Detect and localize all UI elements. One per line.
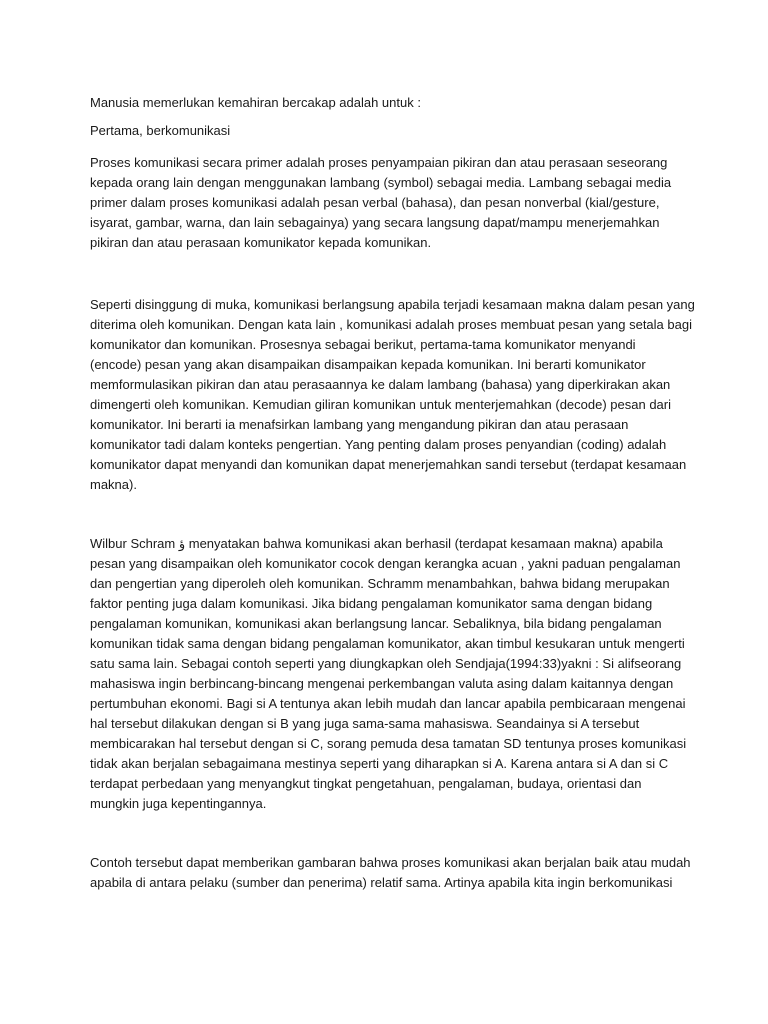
paragraph-2-line-5: memformulasikan pikiran dan atau perasaannya ke dalam lambang (bahasa) yang diperkirakan akan [90,377,671,392]
paragraph-2-line-7: komunikator. Ini berarti ia menafsirkan lambang yang mengandung pikiran dan atau perasaan [90,417,629,432]
paragraph-3-line-4: faktor penting juga dalam komunikasi. Jika bidang pengalaman komunikator sama dengan bidang [90,596,653,611]
paragraph-3-line-14: mungkin juga kepentingannya. [90,796,267,811]
document-heading: Manusia memerlukan kemahiran bercakap adalah untuk : [90,95,421,110]
paragraph-3-line-3: dan pengertian yang diperoleh oleh komunikan. Schramm menambahkan, bahwa bidang merupakan [90,576,670,591]
paragraph-3-line-2: pesan yang disampaikan oleh komunikator cocok dengan kerangka acuan , yakni paduan pengalaman [90,556,681,571]
paragraph-3-line-1: Wilbur Schram ؤ menyatakan bahwa komunikasi akan berhasil (terdapat kesamaan makna) apabila [90,536,663,551]
paragraph-2-line-4: (encode) pesan yang akan disampaikan disampaikan kepada komunikan. Ini berarti komunikator [90,357,646,372]
document-subheading: Pertama, berkomunikasi [90,123,231,138]
paragraph-1-line-1: Proses komunikasi secara primer adalah proses penyampaian pikiran dan atau perasaan seseorang [90,155,668,170]
paragraph-2-line-10: makna). [90,477,137,492]
paragraph-2-line-6: dimengerti oleh komunikan. Kemudian giliran komunikan untuk menterjemahkan (decode) pesan dari [90,397,671,412]
paragraph-1-line-5: pikiran dan atau perasaan komunikator kepada komunikan. [90,235,432,250]
paragraph-2-line-8: komunikator tadi dalam konteks pengertian. Yang penting dalam proses penyandian (coding) adalah [90,437,667,452]
paragraph-2-line-3: komunikator dan komunikan. Prosesnya sebagai berikut, pertama-tama komunikator menyandi [90,337,636,352]
paragraph-3-line-7: satu sama lain. Sebagai contoh seperti yang diungkapkan oleh Sendjaja(1994:33)yakni : Si alifseorang [90,656,682,671]
paragraph-4-line-2: apabila di antara pelaku (sumber dan penerima) relatif sama. Artinya apabila kita ingin berkomunikasi [90,875,673,890]
paragraph-2-line-1: Seperti disinggung di muka, komunikasi berlangsung apabila terjadi kesamaan makna dalam pesan yang [90,297,695,312]
paragraph-1-line-4: isyarat, gambar, warna, dan lain sebagainya) yang secara langsung dapat/mampu menerjemahkan [90,215,660,230]
paragraph-2-line-2: diterima oleh komunikan. Dengan kata lain , komunikasi adalah proses membuat pesan yang setala bagi [90,317,692,332]
paragraph-1-line-2: kepada orang lain dengan menggunakan lambang (symbol) sebagai media. Lambang sebagai media [90,175,672,190]
paragraph-3-line-10: hal tersebut dilakukan dengan si B yang juga sama-sama mahasiswa. Seandainya si A tersebut [90,716,640,731]
paragraph-3-line-8: mahasiswa ingin berbincang-bincang mengenai perkembangan valuta asing dalam kaitannya dengan [90,676,674,691]
paragraph-3-line-5: pengalaman komunikan, komunikasi akan berlangsung lancar. Sebaliknya, bila bidang pengalaman [90,616,662,631]
paragraph-3-line-13: terdapat perbedaan yang menyangkut tingkat pengetahuan, pengalaman, budaya, orientasi dan [90,776,642,791]
paragraph-4-line-1: Contoh tersebut dapat memberikan gambaran bahwa proses komunikasi akan berjalan baik atau mudah [90,855,691,870]
paragraph-3-line-9: pertumbuhan ekonomi. Bagi si A tentunya akan lebih mudah dan lancar apabila pembicaraan mengenai [90,696,686,711]
paragraph-3-line-6: komunikan tidak sama dengan bidang pengalaman komunikator, akan timbul kesukaran untuk mengerti [90,636,685,651]
paragraph-1-line-3: primer dalam proses komunikasi adalah pesan verbal (bahasa), dan pesan nonverbal (kial/gesture, [90,195,660,210]
paragraph-2-line-9: komunikator dapat menyandi dan komunikan dapat menerjemahkan sandi tersebut (terdapat kesamaan [90,457,687,472]
paragraph-3-line-12: tidak akan berjalan sebagaimana mestinya seperti yang diharapkan si A. Karena antara si A dan si C [90,756,669,771]
paragraph-3-line-11: membicarakan hal tersebut dengan si C, sorang pemuda desa tamatan SD tentunya proses komunikasi [90,736,687,751]
